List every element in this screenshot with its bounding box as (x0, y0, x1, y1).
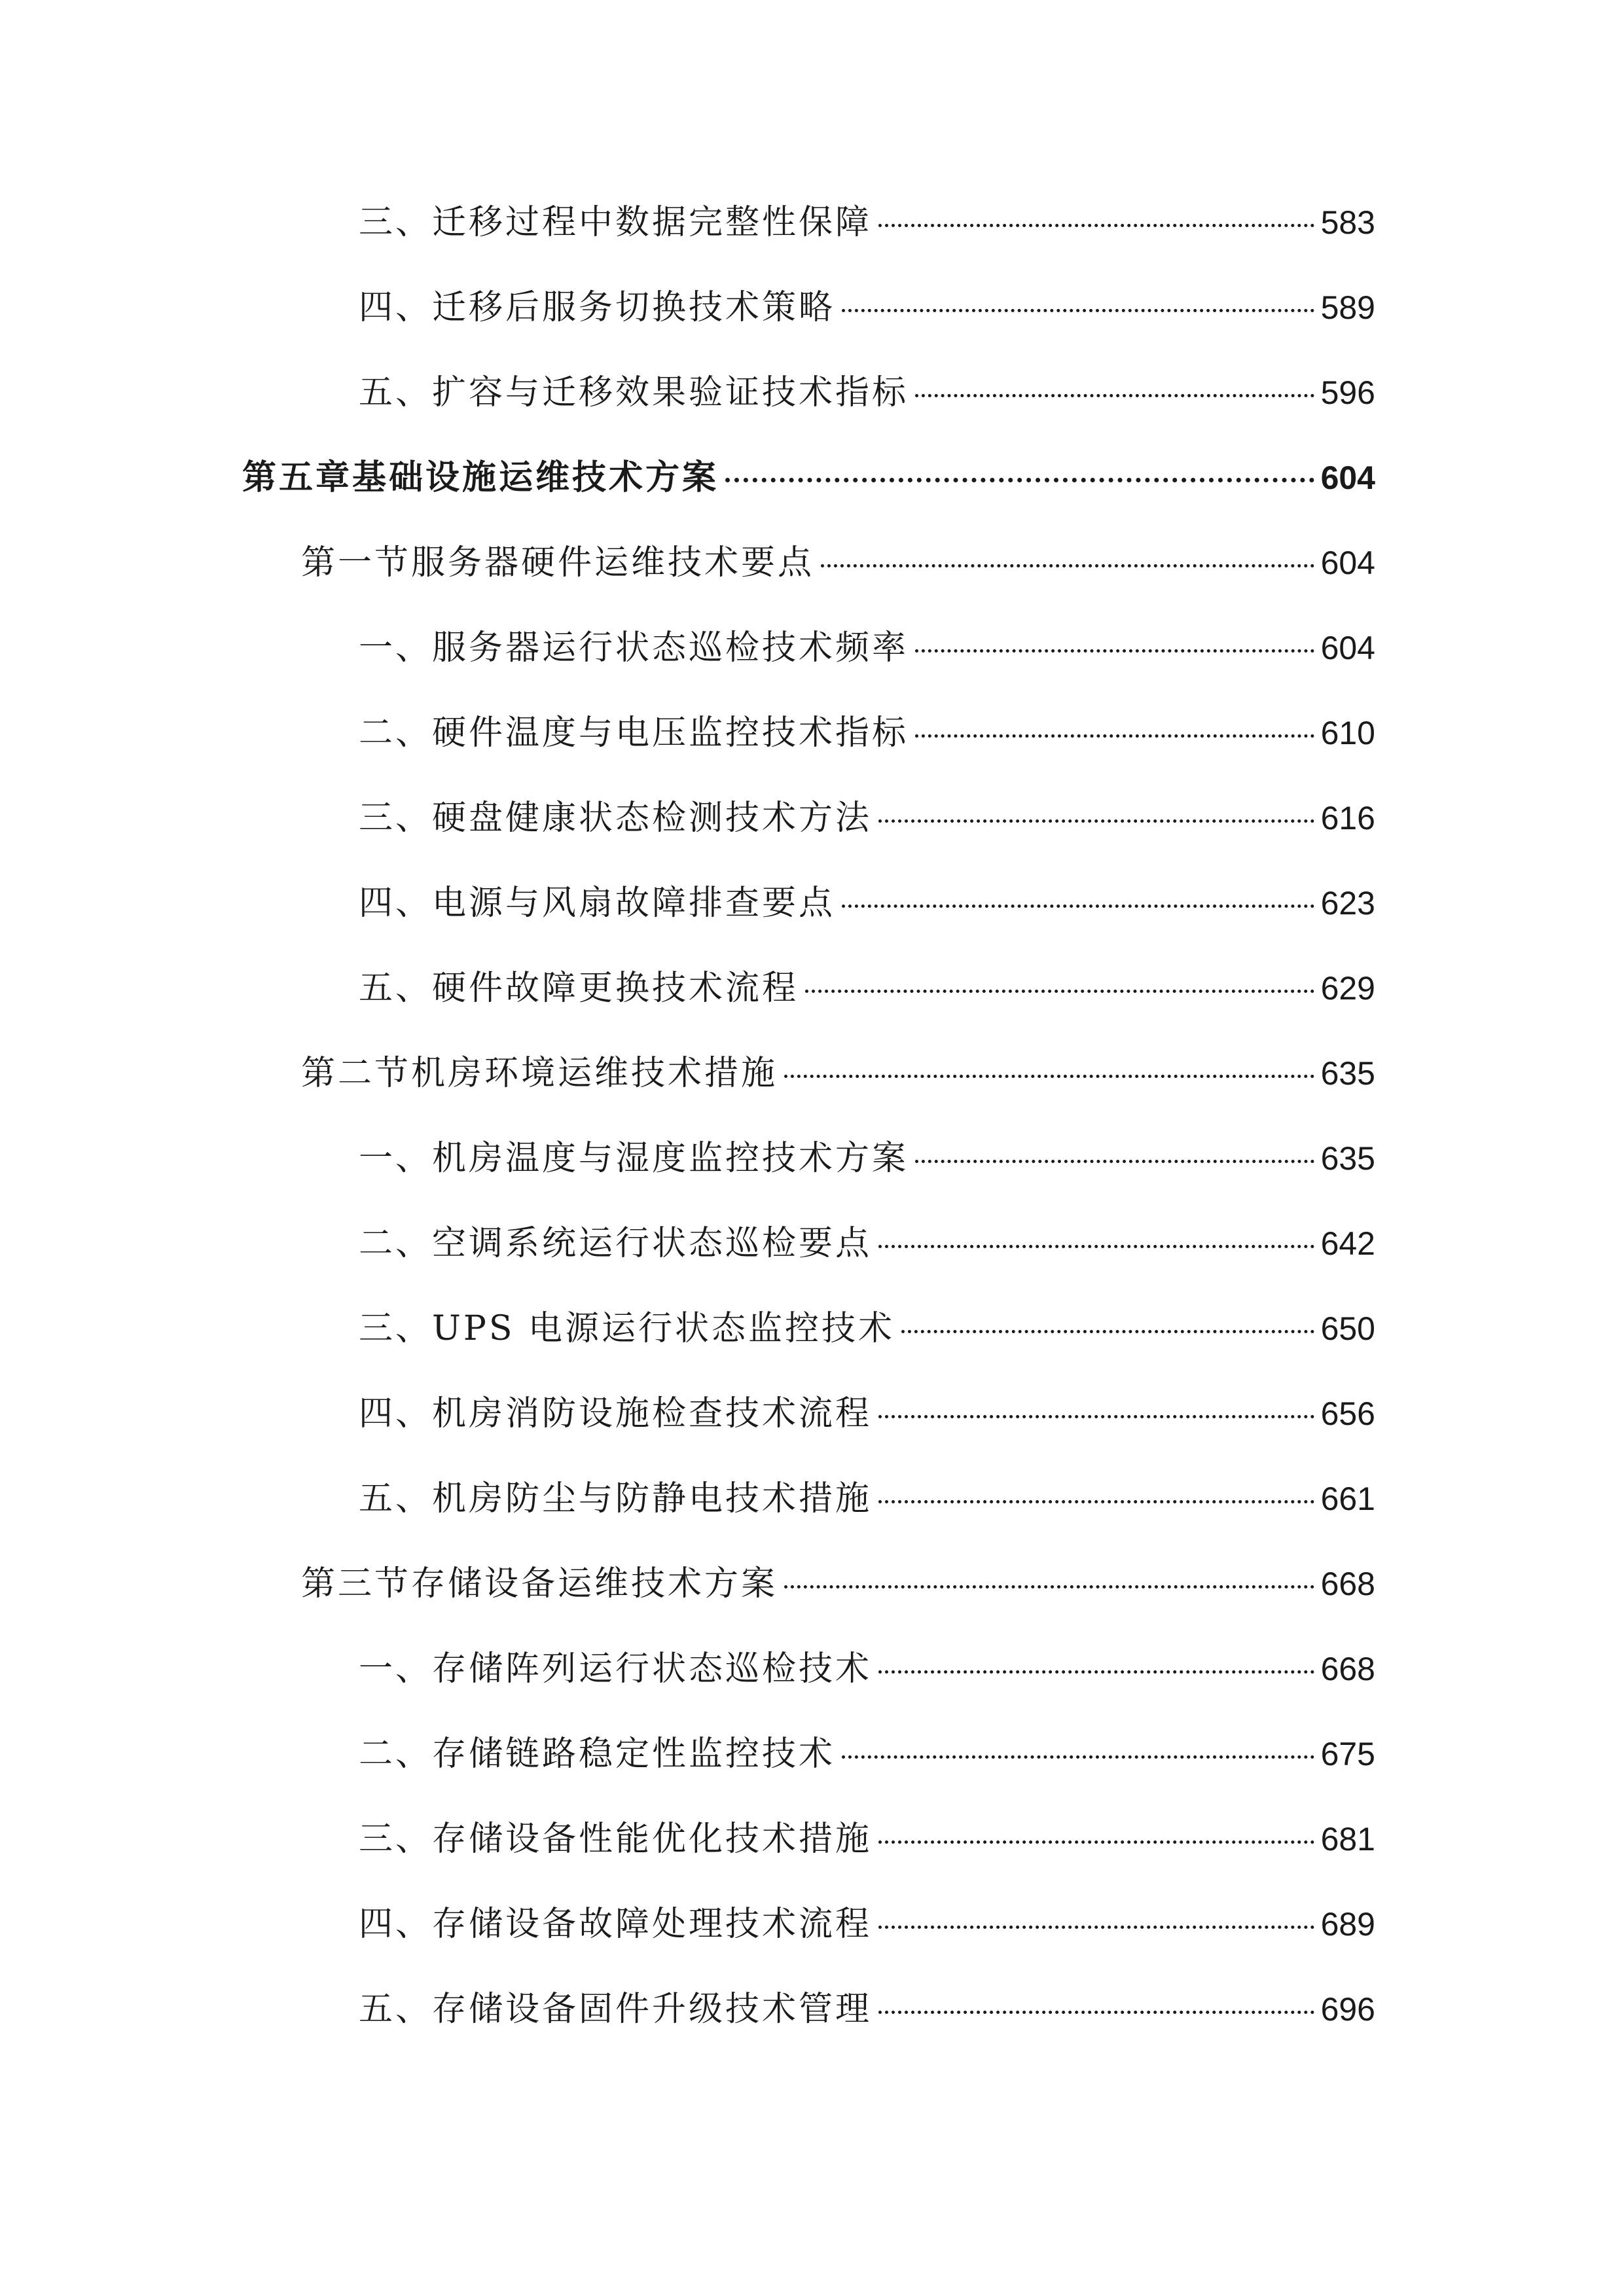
toc-entry-title: 四、存储设备故障处理技术流程 (359, 1905, 873, 1944)
toc-entry-title: 五、存储设备固件升级技术管理 (359, 1990, 873, 2029)
toc-dot-leader (878, 1500, 1314, 1503)
toc-entry-title: 一、服务器运行状态巡检技术频率 (359, 628, 909, 668)
toc-dot-leader (878, 2011, 1314, 2014)
toc-subsection-entry[interactable] (359, 707, 1375, 759)
toc-entry-title: 二、空调系统运行状态巡检要点 (359, 1224, 873, 1263)
toc-subsection-entry[interactable] (359, 622, 1375, 674)
toc-chapter-entry[interactable] (242, 452, 1375, 504)
toc-dot-leader (915, 734, 1314, 738)
toc-section-entry[interactable] (301, 537, 1375, 589)
toc-entry-title: 三、UPS 电源运行状态监控技术 (359, 1309, 895, 1348)
toc-dot-leader (725, 478, 1314, 482)
toc-page-number: 596 (1320, 374, 1375, 411)
toc-dot-leader (878, 819, 1314, 823)
toc-subsection-entry[interactable] (359, 1302, 1375, 1355)
toc-subsection-entry[interactable] (359, 792, 1375, 844)
toc-subsection-entry[interactable] (359, 1473, 1375, 1525)
toc-entry-title: 四、迁移后服务切换技术策略 (359, 288, 836, 327)
toc-dot-leader (805, 990, 1314, 993)
toc-page-number: 656 (1320, 1395, 1375, 1432)
toc-subsection-entry[interactable] (359, 1983, 1375, 2036)
toc-subsection-entry[interactable] (359, 367, 1375, 419)
toc-subsection-entry[interactable] (359, 1132, 1375, 1185)
toc-page-number: 623 (1320, 885, 1375, 922)
toc-dot-leader (878, 1840, 1314, 1844)
toc-entry-title: 五、硬件故障更换技术流程 (359, 969, 799, 1008)
toc-subsection-entry[interactable] (359, 1643, 1375, 1695)
toc-entry-title: 三、迁移过程中数据完整性保障 (359, 203, 873, 242)
toc-subsection-entry[interactable] (359, 1813, 1375, 1865)
toc-page-number: 604 (1320, 545, 1375, 581)
toc-entry-title: 三、硬盘健康状态检测技术方法 (359, 798, 873, 838)
toc-page-number: 610 (1320, 715, 1375, 751)
toc-subsection-entry[interactable] (359, 1388, 1375, 1440)
toc-entry-title: 三、存储设备性能优化技术措施 (359, 1820, 873, 1859)
toc-dot-leader (878, 1926, 1314, 1929)
toc-dot-leader (842, 1755, 1314, 1759)
toc-page-number: 635 (1320, 1140, 1375, 1177)
toc-subsection-entry[interactable] (359, 281, 1375, 334)
toc-page-number: 604 (1320, 630, 1375, 666)
toc-page-number: 583 (1320, 204, 1375, 241)
toc-dot-leader (784, 1075, 1314, 1078)
toc-section-entry[interactable] (301, 1047, 1375, 1100)
toc-dot-leader (842, 309, 1314, 312)
toc-subsection-entry[interactable] (359, 962, 1375, 1014)
toc-dot-leader (821, 564, 1314, 567)
toc-page-number: 675 (1320, 1736, 1375, 1772)
toc-dot-leader (878, 224, 1314, 227)
toc-entry-title: 一、机房温度与湿度监控技术方案 (359, 1139, 909, 1178)
toc-subsection-entry[interactable] (359, 1898, 1375, 1950)
toc-page-number: 668 (1320, 1651, 1375, 1687)
toc-page-number: 696 (1320, 1991, 1375, 2028)
toc-dot-leader (915, 649, 1314, 653)
toc-subsection-entry[interactable] (359, 1217, 1375, 1270)
toc-entry-title: 一、存储阵列运行状态巡检技术 (359, 1649, 873, 1689)
toc-subsection-entry[interactable] (359, 196, 1375, 249)
toc-entry-title: 第五章基础设施运维技术方案 (242, 458, 719, 497)
toc-subsection-entry[interactable] (359, 1728, 1375, 1780)
toc-page-number: 661 (1320, 1480, 1375, 1517)
toc-section-entry[interactable] (301, 1558, 1375, 1610)
toc-page-number: 616 (1320, 800, 1375, 836)
toc-entry-title: 第二节机房环境运维技术措施 (301, 1054, 778, 1093)
toc-dot-leader (901, 1330, 1314, 1333)
toc-entry-title: 二、硬件温度与电压监控技术指标 (359, 713, 909, 753)
toc-subsection-entry[interactable] (359, 877, 1375, 929)
toc-page-number: 689 (1320, 1906, 1375, 1943)
toc-entry-title: 第三节存储设备运维技术方案 (301, 1564, 778, 1604)
toc-page-number: 642 (1320, 1225, 1375, 1262)
toc-entry-title: 二、存储链路稳定性监控技术 (359, 1734, 836, 1774)
toc-dot-leader (878, 1245, 1314, 1248)
toc-dot-leader (915, 394, 1314, 397)
toc-dot-leader (878, 1670, 1314, 1674)
toc-dot-leader (878, 1415, 1314, 1418)
toc-entry-title: 四、电源与风扇故障排查要点 (359, 884, 836, 923)
toc-page-number: 604 (1320, 459, 1375, 496)
toc-page-number: 650 (1320, 1310, 1375, 1347)
toc-page-number: 635 (1320, 1055, 1375, 1092)
toc-entry-title: 第一节服务器硬件运维技术要点 (301, 543, 815, 583)
toc-entry-title: 五、扩容与迁移效果验证技术指标 (359, 373, 909, 412)
toc-page-number: 668 (1320, 1566, 1375, 1602)
toc-page-number: 629 (1320, 970, 1375, 1007)
toc-page-number: 589 (1320, 289, 1375, 326)
toc-page-number: 681 (1320, 1821, 1375, 1857)
toc-dot-leader (842, 905, 1314, 908)
toc-dot-leader (915, 1160, 1314, 1163)
toc-entry-title: 五、机房防尘与防静电技术措施 (359, 1479, 873, 1518)
toc-dot-leader (784, 1585, 1314, 1588)
toc-entry-title: 四、机房消防设施检查技术流程 (359, 1394, 873, 1433)
